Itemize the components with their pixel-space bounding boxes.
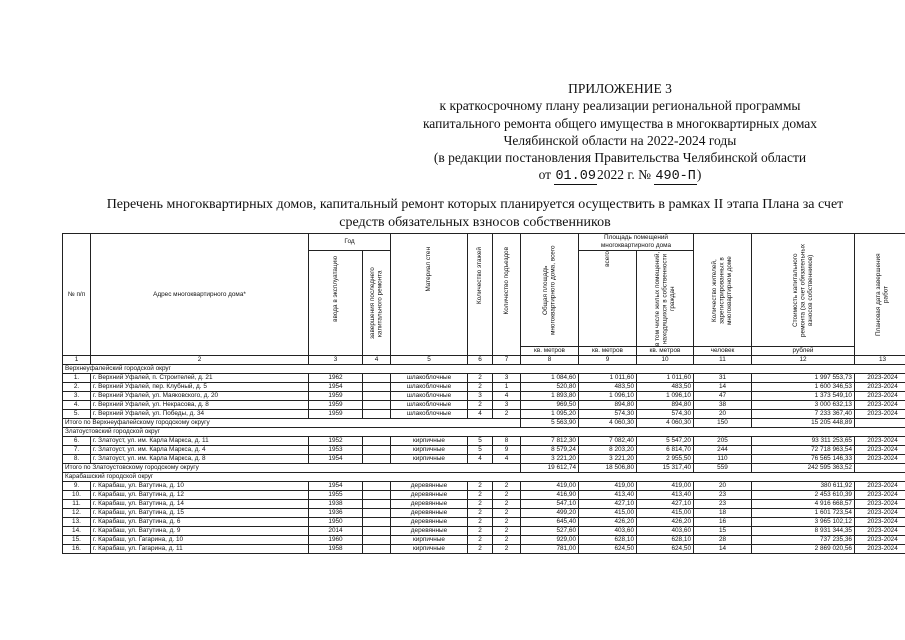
table-cell: 28 (694, 536, 752, 545)
table-row (63, 392, 905, 401)
column-number: 6 (468, 356, 493, 365)
table-cell: 624,50 (637, 545, 694, 554)
table-cell: 2 (468, 500, 493, 509)
table-cell: 645,40 (521, 518, 579, 527)
total-cell: 19 612,74 (521, 464, 579, 473)
table-cell: 8 579,24 (521, 446, 579, 455)
unit-total-area: кв. метров (521, 347, 579, 356)
table-cell: шлакоблочные (391, 383, 468, 392)
table-cell: г. Карабаш, ул. Ватутина, д. 12 (91, 491, 309, 500)
table-cell: 2023-2024 (855, 536, 905, 545)
table-cell: 1959 (309, 392, 363, 401)
table-cell (363, 518, 391, 527)
table-cell: 8 931 344,35 (752, 527, 855, 536)
table-cell: 628,10 (579, 536, 637, 545)
table-cell: 93 311 253,65 (752, 437, 855, 446)
document-title (60, 196, 890, 232)
table-cell: 781,00 (521, 545, 579, 554)
table-cell: г. Верхний Уфалей, ул. Некрасова, д. 8 (91, 401, 309, 410)
header-premises-owned: в том числе жилых помещений, находящихся в собственности граждан (637, 251, 694, 347)
table-cell: 4 916 668,57 (752, 500, 855, 509)
table-cell: 1 084,60 (521, 374, 579, 383)
header-date-line (400, 166, 840, 185)
table-cell: 1 011,60 (637, 374, 694, 383)
table-cell: 7 082,40 (579, 437, 637, 446)
column-number: 9 (579, 356, 637, 365)
table-cell: 2 (493, 500, 521, 509)
table-row (63, 401, 905, 410)
table-cell: 38 (694, 401, 752, 410)
table-cell: 1960 (309, 536, 363, 545)
total-cell: 5 563,90 (521, 419, 579, 428)
table-cell: 23 (694, 491, 752, 500)
header-line-3: капитального ремонта общего имущества в многоквартирных домах (422, 115, 818, 131)
table-row (63, 410, 905, 419)
table-cell: 2023-2024 (855, 446, 905, 455)
table-cell: 1959 (309, 410, 363, 419)
table-cell: 894,80 (579, 401, 637, 410)
table-cell: 2 (468, 383, 493, 392)
document-header (400, 80, 840, 185)
table-cell: деревянные (391, 500, 468, 509)
table-cell: 2023-2024 (855, 374, 905, 383)
total-cell: 18 506,80 (579, 464, 637, 473)
table-cell: 2 (493, 527, 521, 536)
table-cell (363, 455, 391, 464)
column-number: 1 (63, 356, 91, 365)
table-cell: 76 565 146,33 (752, 455, 855, 464)
total-cell: 15 205 448,89 (752, 419, 855, 428)
table-cell: 413,40 (579, 491, 637, 500)
table-row (63, 455, 905, 464)
table-cell: 415,00 (637, 509, 694, 518)
table-cell: 2 (468, 374, 493, 383)
table-cell: 2 (493, 482, 521, 491)
table-cell: 1 096,10 (579, 392, 637, 401)
table-cell: 1. (63, 374, 91, 383)
table-cell (363, 437, 391, 446)
table-cell (363, 527, 391, 536)
handwritten-number: 490-П (655, 169, 696, 185)
table-cell: г. Карабаш, ул. Ватутина, д. 10 (91, 482, 309, 491)
table-cell: кирпичные (391, 545, 468, 554)
column-number: 4 (363, 356, 391, 365)
table-cell: 3 (493, 401, 521, 410)
table-cell: 403,60 (579, 527, 637, 536)
group-row (63, 473, 905, 482)
table-cell: 2023-2024 (855, 410, 905, 419)
total-row (63, 419, 905, 428)
total-label: Итого по Златоустовскому городскому округу (63, 464, 521, 473)
header-residents: Количество жителей, зарегистрированных в многоквартирном доме (694, 234, 752, 347)
table-cell: 4 (493, 392, 521, 401)
table-cell: кирпичные (391, 536, 468, 545)
table-cell: 3 221,20 (579, 455, 637, 464)
table-cell: 2 (493, 509, 521, 518)
table-row (63, 374, 905, 383)
table-cell: 5 547,20 (637, 437, 694, 446)
column-number: 5 (391, 356, 468, 365)
table-cell: г. Златоуст, ул. им. Карла Маркса, д. 11 (91, 437, 309, 446)
unit-premises-owned: кв. метров (637, 347, 694, 356)
table-cell: 3. (63, 392, 91, 401)
table-cell: 15 (694, 527, 752, 536)
table-cell: 3 (493, 374, 521, 383)
table-cell: г. Верхний Уфалей, ул. Маяковского, д. 20 (91, 392, 309, 401)
table-cell: 2 (493, 410, 521, 419)
table-cell: 18 (694, 509, 752, 518)
table-cell: 2023-2024 (855, 401, 905, 410)
column-number: 11 (694, 356, 752, 365)
houses-table (62, 233, 905, 554)
table-cell: 1959 (309, 401, 363, 410)
date-prefix: от (538, 167, 552, 183)
table-cell: 403,60 (637, 527, 694, 536)
total-row (63, 464, 905, 473)
column-number: 7 (493, 356, 521, 365)
table-cell: кирпичные (391, 446, 468, 455)
table-cell: 4 (468, 455, 493, 464)
table-cell: 628,10 (637, 536, 694, 545)
table-cell: г. Златоуст, ул. им. Карла Маркса, д. 8 (91, 455, 309, 464)
table-row (63, 482, 905, 491)
table-cell: 1953 (309, 446, 363, 455)
table-cell: 4. (63, 401, 91, 410)
table-cell: 419,00 (521, 482, 579, 491)
table-cell: шлакоблочные (391, 374, 468, 383)
table-cell: 969,50 (521, 401, 579, 410)
header-year: Год (309, 234, 391, 251)
table-row (63, 437, 905, 446)
table-cell (363, 446, 391, 455)
table-cell: 15. (63, 536, 91, 545)
table-cell: 2023-2024 (855, 482, 905, 491)
table-cell: 31 (694, 374, 752, 383)
table-cell: г. Карабаш, ул. Ватутина, д. 6 (91, 518, 309, 527)
table-cell: 2 (468, 401, 493, 410)
table-cell: 380 611,92 (752, 482, 855, 491)
table-cell: 20 (694, 482, 752, 491)
table-cell: шлакоблочные (391, 401, 468, 410)
table-cell: 2014 (309, 527, 363, 536)
table-cell: 2 (468, 536, 493, 545)
table-cell: 415,00 (579, 509, 637, 518)
header-floors: Количество этажей (468, 234, 493, 356)
table-cell: 47 (694, 392, 752, 401)
table-cell: 574,30 (637, 410, 694, 419)
table-cell: 1936 (309, 509, 363, 518)
total-cell-empty (855, 419, 905, 428)
table-cell: г. Карабаш, ул. Ватутина, д. 9 (91, 527, 309, 536)
table-cell: 3 (468, 392, 493, 401)
table-cell: 1 096,10 (637, 392, 694, 401)
column-number: 8 (521, 356, 579, 365)
table-cell: 416,90 (521, 491, 579, 500)
table-cell: 426,20 (579, 518, 637, 527)
header-walls: Материал стен (391, 234, 468, 356)
table-cell: 2 (468, 491, 493, 500)
header-premises-total: всего (579, 251, 637, 347)
table-cell: шлакоблочные (391, 410, 468, 419)
table-row (63, 518, 905, 527)
table-cell: 2 (468, 527, 493, 536)
table-cell: 2 (468, 545, 493, 554)
table-cell: 11. (63, 500, 91, 509)
handwritten-date: 01.09 (555, 169, 596, 185)
column-number: 3 (309, 356, 363, 365)
table-cell: 6. (63, 437, 91, 446)
table-cell: г. Карабаш, ул. Гагарина, д. 10 (91, 536, 309, 545)
table-cell: 16 (694, 518, 752, 527)
unit-cost: рублей (752, 347, 855, 356)
table-cell: 1938 (309, 500, 363, 509)
table-cell: 2. (63, 383, 91, 392)
table-cell: 8 (493, 437, 521, 446)
table-cell: кирпичные (391, 455, 468, 464)
table-cell: 2023-2024 (855, 527, 905, 536)
table-cell: 7 233 367,40 (752, 410, 855, 419)
table-cell: 2 (493, 491, 521, 500)
table-cell: деревянные (391, 491, 468, 500)
column-number: 13 (855, 356, 905, 365)
table-cell (363, 491, 391, 500)
table-cell: деревянные (391, 482, 468, 491)
group-name: Карабашский городской округ (63, 473, 905, 482)
table-cell: 894,80 (637, 401, 694, 410)
table-row (63, 509, 905, 518)
table-cell: 427,10 (579, 500, 637, 509)
table-cell: шлакоблочные (391, 392, 468, 401)
column-numbers-row (63, 356, 905, 365)
table-cell (363, 383, 391, 392)
table-cell (363, 500, 391, 509)
table-cell: 13. (63, 518, 91, 527)
table-cell: 624,50 (579, 545, 637, 554)
closing-paren: ) (696, 167, 702, 183)
group-row (63, 428, 905, 437)
table-cell: 483,50 (579, 383, 637, 392)
table-cell: 12. (63, 509, 91, 518)
table-cell: 3 000 632,13 (752, 401, 855, 410)
header-address: Адрес многоквартирного дома* (91, 234, 309, 356)
table-cell: деревянные (391, 518, 468, 527)
header-total-area: Общая площадь многоквартирного дома, всего (521, 234, 579, 347)
table-row (63, 536, 905, 545)
table-cell: 4 (493, 455, 521, 464)
table-cell (363, 509, 391, 518)
table-cell: 7 812,30 (521, 437, 579, 446)
table-cell: 413,40 (637, 491, 694, 500)
total-label: Итого по Верхнеуфалейскому городскому округу (63, 419, 521, 428)
table-cell: 1 601 723,54 (752, 509, 855, 518)
table-cell: 2 (468, 482, 493, 491)
table-cell: 1954 (309, 455, 363, 464)
table-cell (363, 482, 391, 491)
table-cell: 1 997 553,73 (752, 374, 855, 383)
table-cell: 527,60 (521, 527, 579, 536)
table-cell: 9. (63, 482, 91, 491)
table-cell: 6 814,70 (637, 446, 694, 455)
header-line-appendix: ПРИЛОЖЕНИЕ 3 (568, 81, 672, 96)
total-cell: 15 317,40 (637, 464, 694, 473)
table-cell: 2 (493, 545, 521, 554)
table-cell: 7. (63, 446, 91, 455)
table-cell: 2023-2024 (855, 518, 905, 527)
table-cell: 20 (694, 410, 752, 419)
unit-premises-total: кв. метров (579, 347, 637, 356)
total-cell-empty (855, 464, 905, 473)
table-cell: 1 095,20 (521, 410, 579, 419)
table-cell: 2023-2024 (855, 500, 905, 509)
table-cell (363, 392, 391, 401)
table-cell: 483,50 (637, 383, 694, 392)
header-num: № п/п (63, 234, 91, 356)
table-cell: 8. (63, 455, 91, 464)
header-cost: Стоимость капитального ремонта (за счет обязательных взносов собственников) (752, 234, 855, 347)
header-row-1 (63, 234, 905, 251)
table-cell: 110 (694, 455, 752, 464)
table-cell: 1 600 346,53 (752, 383, 855, 392)
table-cell: 737 235,36 (752, 536, 855, 545)
header-premises-area: Площадь помещений многоквартирного дома (579, 234, 694, 251)
table-cell: 1954 (309, 383, 363, 392)
total-cell: 559 (694, 464, 752, 473)
table-cell: 5. (63, 410, 91, 419)
total-cell: 150 (694, 419, 752, 428)
table-cell: 14. (63, 527, 91, 536)
table-row (63, 383, 905, 392)
table-cell: 244 (694, 446, 752, 455)
table-cell: 2023-2024 (855, 437, 905, 446)
table-cell: 1 011,60 (579, 374, 637, 383)
table-cell: 419,00 (637, 482, 694, 491)
title-line-2: средств обязательных взносов собственников (339, 215, 611, 230)
header-entrances: Количество подъездов (493, 234, 521, 356)
table-cell: 2 869 020,56 (752, 545, 855, 554)
table-cell: 427,10 (637, 500, 694, 509)
column-number: 2 (91, 356, 309, 365)
table-cell: 5 (468, 437, 493, 446)
table-cell: 1962 (309, 374, 363, 383)
table-cell: 929,00 (521, 536, 579, 545)
table-cell: 72 718 963,54 (752, 446, 855, 455)
table-cell: деревянные (391, 527, 468, 536)
total-cell: 242 595 363,52 (752, 464, 855, 473)
group-name: Златоустовский городской округ (63, 428, 905, 437)
table-cell: 499,20 (521, 509, 579, 518)
table-cell: 9 (493, 446, 521, 455)
table-cell (363, 374, 391, 383)
table-row (63, 491, 905, 500)
table-row (63, 545, 905, 554)
table-row (63, 527, 905, 536)
table-cell: 419,00 (579, 482, 637, 491)
table-body (63, 365, 905, 554)
table-cell: 574,30 (579, 410, 637, 419)
table-cell: 2023-2024 (855, 383, 905, 392)
table-cell: 2023-2024 (855, 491, 905, 500)
table-cell (363, 401, 391, 410)
table-cell: г. Верхний Уфалей, пер. Клубный, д. 5 (91, 383, 309, 392)
table-cell: 4 (468, 410, 493, 419)
table-cell: 1952 (309, 437, 363, 446)
table-cell: г. Карабаш, ул. Гагарина, д. 11 (91, 545, 309, 554)
table-cell: 2 (493, 536, 521, 545)
header-line-4: Челябинской области на 2022-2024 годы (503, 132, 737, 148)
table-cell: 1 (493, 383, 521, 392)
total-cell: 4 060,30 (579, 419, 637, 428)
table-cell: 426,20 (637, 518, 694, 527)
table-cell: 205 (694, 437, 752, 446)
table-cell: 14 (694, 383, 752, 392)
table-cell: 10. (63, 491, 91, 500)
table-cell: 14 (694, 545, 752, 554)
table-cell: 1950 (309, 518, 363, 527)
table-cell: 2 (468, 518, 493, 527)
table-cell: 16. (63, 545, 91, 554)
table-cell (363, 545, 391, 554)
column-number: 10 (637, 356, 694, 365)
table-cell: 520,80 (521, 383, 579, 392)
header-line-5: (в редакции постановления Правительства Челябинской области (433, 150, 807, 166)
table-cell: 3 221,20 (521, 455, 579, 464)
table-cell: г. Верхний Уфалей, ул. Победы, д. 34 (91, 410, 309, 419)
table-cell: 1 373 549,10 (752, 392, 855, 401)
table-cell: г. Карабаш, ул. Ватутина, д. 14 (91, 500, 309, 509)
group-row (63, 365, 905, 374)
table-cell: 1954 (309, 482, 363, 491)
year-part: 2022 г. № (596, 167, 651, 183)
total-cell: 4 060,30 (637, 419, 694, 428)
header-line-2: к краткосрочному плану реализации региональной программы (439, 98, 801, 114)
table-cell: г. Карабаш, ул. Ватутина, д. 15 (91, 509, 309, 518)
table-cell: г. Златоуст, ул. им. Карла Маркса, д. 4 (91, 446, 309, 455)
header-year-last-repair: завершения последнего капитального ремонта (363, 251, 391, 356)
table-cell: 2 955,50 (637, 455, 694, 464)
column-number: 12 (752, 356, 855, 365)
table-cell: 547,10 (521, 500, 579, 509)
table-cell: кирпичные (391, 437, 468, 446)
header-plan-date: Плановая дата завершения работ (855, 234, 905, 356)
unit-residents: человек (694, 347, 752, 356)
table-cell: 2 (468, 509, 493, 518)
table-cell: 1 893,80 (521, 392, 579, 401)
table-cell: 5 (468, 446, 493, 455)
table-cell: 8 203,20 (579, 446, 637, 455)
table-cell: 2023-2024 (855, 455, 905, 464)
table-cell: деревянные (391, 509, 468, 518)
header-year-commission: ввода в эксплуатацию (309, 251, 363, 356)
title-line-1: Перечень многоквартирных домов, капитальный ремонт которых планируется осуществить в рамках II этапа Плана за счет (106, 197, 844, 212)
group-name: Верхнеуфалейский городской округ (63, 365, 905, 374)
table-cell: 23 (694, 500, 752, 509)
table-row (63, 500, 905, 509)
table-cell: 2023-2024 (855, 545, 905, 554)
table-cell: 2 453 610,39 (752, 491, 855, 500)
table-cell (363, 536, 391, 545)
table-cell: г. Верхний Уфалей, п. Строителей, д. 21 (91, 374, 309, 383)
table-cell: 1955 (309, 491, 363, 500)
table-row (63, 446, 905, 455)
table-cell: 2 (493, 518, 521, 527)
table-cell: 2023-2024 (855, 509, 905, 518)
table-cell (363, 410, 391, 419)
table-cell: 3 965 102,12 (752, 518, 855, 527)
table-cell: 2023-2024 (855, 392, 905, 401)
table-cell: 1958 (309, 545, 363, 554)
